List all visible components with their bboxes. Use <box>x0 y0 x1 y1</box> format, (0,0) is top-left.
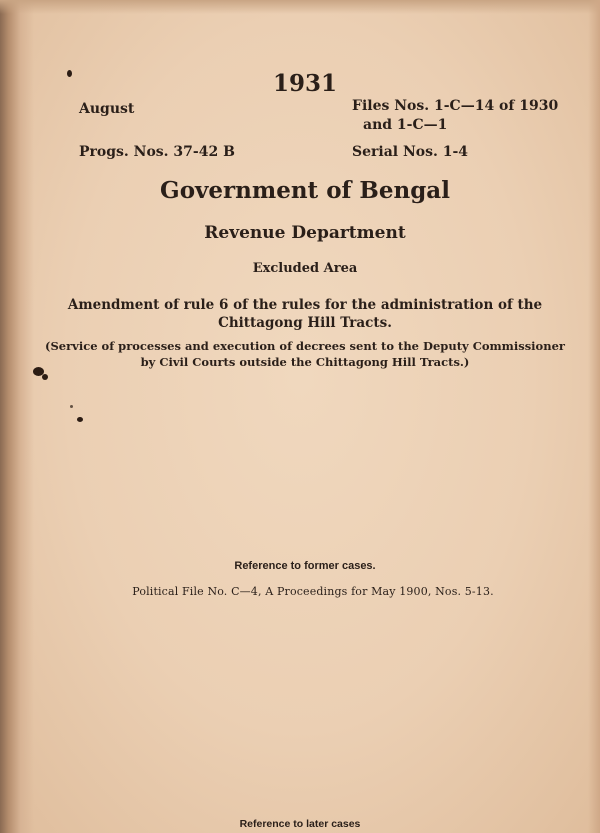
file-numbers-continued: and 1-C—1 <box>363 117 448 133</box>
subject-line: Chittagong Hill Tracts. <box>218 315 392 331</box>
ink-stain <box>77 417 83 422</box>
area-label: Excluded Area <box>252 261 358 276</box>
worn-top-edge <box>0 0 600 14</box>
subject-note-line: by Civil Courts outside the Chittagong Hill Tracts.) <box>140 355 470 369</box>
later-cases-heading: Reference to later cases <box>239 818 361 830</box>
document-year: 1931 <box>272 70 337 97</box>
subject-note-line: (Service of processes and execution of decrees sent to the Deputy Commissioner <box>45 339 565 353</box>
file-numbers: Files Nos. 1-C—14 of 1930 <box>352 98 559 114</box>
government-title: Government of Bengal <box>160 177 450 204</box>
department-title: Revenue Department <box>204 223 406 243</box>
ink-stain <box>42 374 48 380</box>
former-cases-heading: Reference to former cases. <box>234 560 376 572</box>
former-case-entry: Political File No. C—4, A Proceedings for May 1900, Nos. 5-13. <box>132 585 494 598</box>
ink-stain <box>70 405 73 408</box>
proceedings-numbers: Progs. Nos. 37-42 B <box>79 144 235 160</box>
subject-line: Amendment of rule 6 of the rules for the administration of the <box>67 297 543 313</box>
document-month: August <box>79 101 135 117</box>
serial-numbers: Serial Nos. 1-4 <box>352 144 469 160</box>
worn-right-edge <box>588 0 600 833</box>
worn-left-edge <box>0 0 34 833</box>
